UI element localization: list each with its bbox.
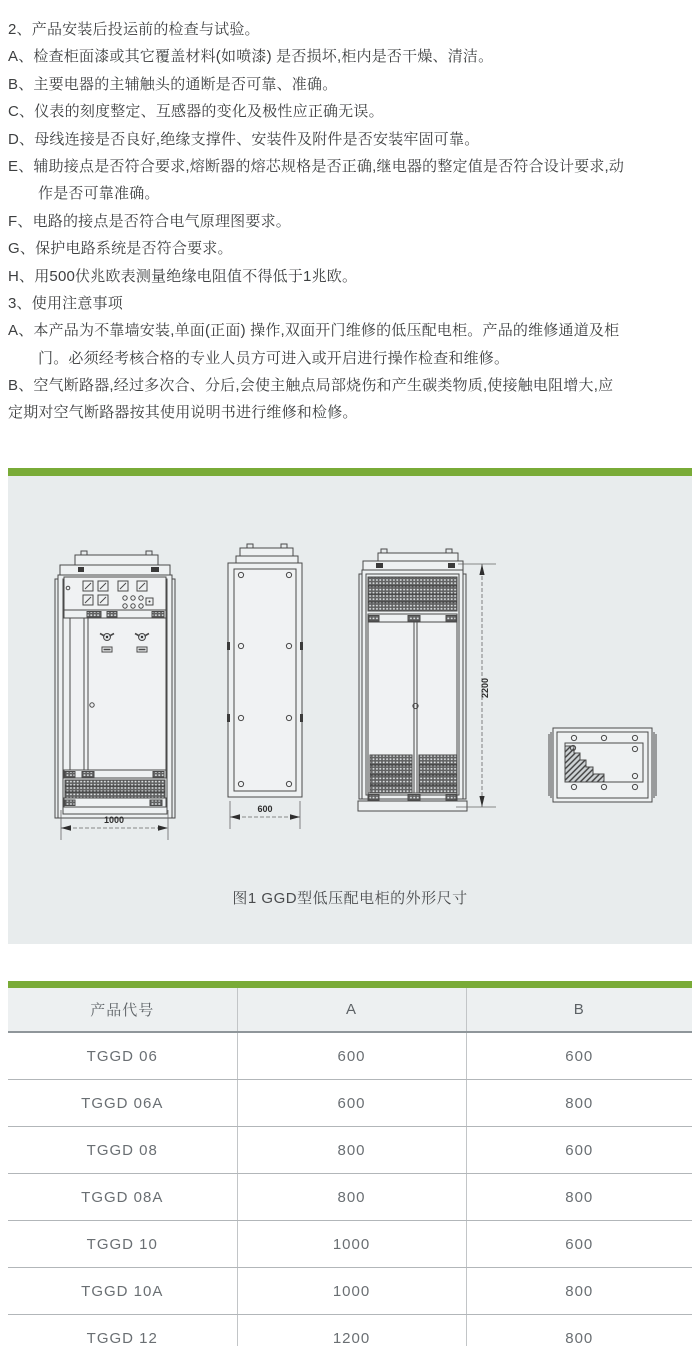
note-line: A、本产品为不靠墙安装,单面(正面) 操作,双面开门维修的低压配电柜。产品的维修通道及柜 bbox=[8, 322, 620, 340]
note-line: 3、使用注意事项 bbox=[8, 294, 123, 312]
table-cell: 1000 bbox=[237, 1268, 466, 1315]
note-line: B、空气断路器,经过多次合、分后,会使主触点局部烧伤和产生碳类物质,使接触电阻增大,应 bbox=[8, 377, 614, 395]
dimension-figure bbox=[8, 468, 692, 944]
cabinet-outline-drawing bbox=[8, 476, 692, 944]
figure-caption: 图1 GGD型低压配电柜的外形尺寸 bbox=[232, 890, 468, 907]
size-table-body bbox=[8, 1032, 692, 1346]
table-header-row bbox=[8, 988, 692, 1032]
green-divider-bar bbox=[8, 468, 692, 476]
table-cell: 800 bbox=[466, 1268, 692, 1315]
table-cell: 600 bbox=[237, 1080, 466, 1127]
table-cell: TGGD 06 bbox=[8, 1032, 237, 1080]
table-cell: TGGD 12 bbox=[8, 1315, 237, 1346]
table-row bbox=[8, 1080, 692, 1127]
note-line: 门。必须经考核合格的专业人员方可进入或开启进行操作检查和维修。 bbox=[38, 349, 510, 367]
note-line: 定期对空气断路器按其使用说明书进行维修和检修。 bbox=[8, 404, 358, 422]
table-cell: 800 bbox=[237, 1127, 466, 1174]
note-line: C、仪表的刻度整定、互感器的变化及极性应正确无误。 bbox=[8, 103, 384, 121]
table-cell: TGGD 10 bbox=[8, 1221, 237, 1268]
rear-right-vent-grille bbox=[419, 755, 457, 793]
table-cell: 800 bbox=[466, 1315, 692, 1346]
note-line: B、主要电器的主辅触头的通断是否可靠、准确。 bbox=[8, 75, 338, 93]
table-row bbox=[8, 1174, 692, 1221]
rear-left-vent-grille bbox=[370, 755, 412, 793]
table-cell: TGGD 08A bbox=[8, 1174, 237, 1221]
column-header-product-code: 产品代号 bbox=[8, 988, 237, 1032]
dimension-label-side-depth: 600 bbox=[257, 804, 273, 814]
table-cell: TGGD 08 bbox=[8, 1127, 237, 1174]
table-green-bar bbox=[8, 981, 692, 988]
note-line: A、检查柜面漆或其它覆盖材料(如喷漆) 是否损坏,柜内是否干燥、清洁。 bbox=[8, 48, 494, 66]
front-vent-grille bbox=[65, 780, 165, 798]
note-line: F、电路的接点是否符合电气原理图要求。 bbox=[8, 212, 291, 230]
table-cell: 800 bbox=[466, 1174, 692, 1221]
note-line: G、保护电路系统是否符合要求。 bbox=[8, 240, 233, 258]
table-row bbox=[8, 1315, 692, 1346]
table-cell: 600 bbox=[466, 1221, 692, 1268]
table-cell: 600 bbox=[237, 1032, 466, 1080]
table-cell: TGGD 10A bbox=[8, 1268, 237, 1315]
column-header-b: B bbox=[466, 988, 692, 1032]
table-cell: 600 bbox=[466, 1127, 692, 1174]
dimension-label-front-width: 1000 bbox=[103, 815, 125, 825]
size-table bbox=[8, 988, 692, 1346]
note-line: D、母线连接是否良好,绝缘支撑件、安装件及附件是否安装牢固可靠。 bbox=[8, 130, 480, 148]
table-row bbox=[8, 1127, 692, 1174]
rear-view bbox=[358, 549, 496, 811]
front-view bbox=[55, 551, 175, 840]
table-cell: 1200 bbox=[237, 1315, 466, 1346]
table-cell: 800 bbox=[237, 1174, 466, 1221]
column-header-a: A bbox=[237, 988, 466, 1032]
table-row bbox=[8, 1032, 692, 1080]
dimension-label-height: 2200 bbox=[480, 677, 490, 699]
inspection-notes bbox=[8, 16, 700, 427]
table-cell: 600 bbox=[466, 1032, 692, 1080]
table-cell: 1000 bbox=[237, 1221, 466, 1268]
table-row bbox=[8, 1268, 692, 1315]
note-line: E、辅助接点是否符合要求,熔断器的熔芯规格是否正确,继电器的整定值是否符合设计要求,动 bbox=[8, 157, 625, 175]
table-cell: TGGD 06A bbox=[8, 1080, 237, 1127]
note-line: 2、产品安装后投运前的检查与试验。 bbox=[8, 21, 260, 38]
top-view bbox=[549, 728, 656, 802]
table-row bbox=[8, 1221, 692, 1268]
note-line: H、用500伏兆欧表测量绝缘电阻值不得低于1兆欧。 bbox=[8, 267, 358, 285]
size-table-section bbox=[8, 981, 692, 1346]
note-line: 作是否可靠准确。 bbox=[38, 185, 160, 203]
table-cell: 800 bbox=[466, 1080, 692, 1127]
side-view bbox=[227, 544, 303, 829]
